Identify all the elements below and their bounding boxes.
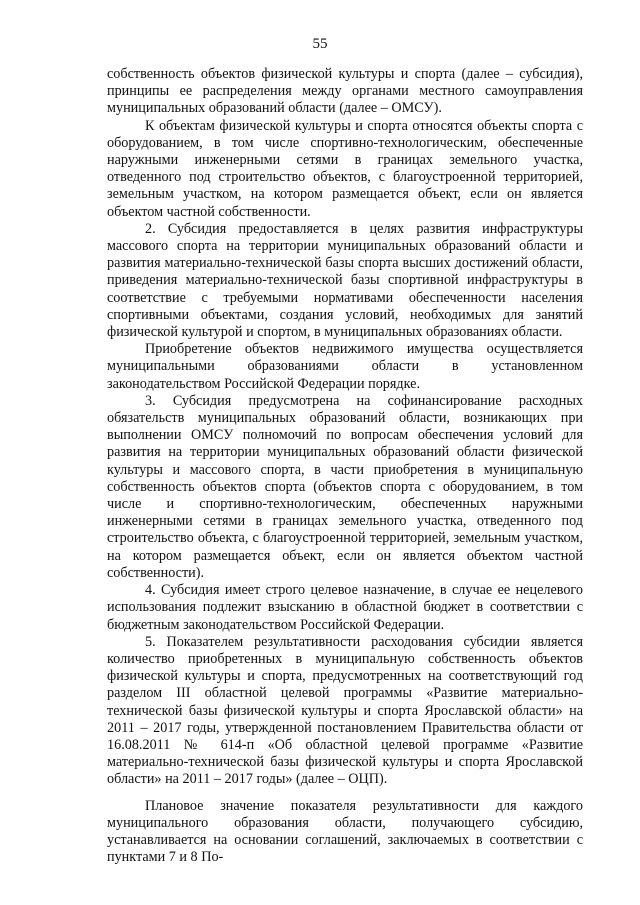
paragraph-clause-5: 5. Показателем результативности расходования субсидии является количество приобретенных в муниципальную собственность объектов физической культуры и спорта, предусмотренных на соответствующий год разделом III областной целевой программы «Развитие материально-технической базы физической культуры и спорта Ярославской области» на 2011 – 2017 годы, утвержденной постановлением Правительства области от 16.08.2011 № 614-п «Об областной целевой программе «Развитие материально-технической базы физической культуры и спорта Ярославской области» на 2011 – 2017 годы» (далее – ОЦП). [107,633,583,788]
paragraph-property-acquisition: Приобретение объектов недвижимого имущества осуществляется муниципальными образованиями области в установленном законодательством Российской Федерации порядке. [107,341,583,392]
paragraph-clause-2: 2. Субсидия предоставляется в целях развития инфраструктуры массового спорта на территории муниципальных образований области и развития материально-технической базы спорта высших достижений области, приведения материально-технической базы спортивной инфраструктуры в соответствие с требуемыми нормативами обеспеченности населения спортивными объектами, создания условий, необходимых для занятий физической культурой и спортом, в муниципальных образованиях области. [107,220,583,341]
paragraph-continuation: собственность объектов физической культуры и спорта (далее – субсидия), принципы ее распределения между органами местного самоуправления муниципальных образований области (далее – ОМСУ). [107,66,583,117]
paragraph-sport-objects-definition: К объектам физической культуры и спорта относятся объекты спорта с оборудованием, в том числе спортивно-технологическим, обеспеченные наружными инженерными сетями в границах земельного участка, отведенного под строительство объектов, с благоустроенной территорией, земельным участком, на котором размещается объект, если он является объектом частной собственности. [107,117,583,220]
page-number: 55 [312,36,328,52]
paragraph-clause-3: 3. Субсидия предусмотрена на софинансирование расходных обязательств муниципальных образований области, возникающих при выполнении ОМСУ полномочий по вопросам обеспечения условий для развития на территории муниципальных образований области физической культуры и массового спорта, в части приобретения в муниципальную собственность объектов спорта (объектов спорта с оборудованием, в том числе и спортивно-технологическим, обеспеченных наружными инженерными сетями в границах земельного участка, отведенного под строительство объекта, с благоустроенной территорией, земельным участком, на котором размещается объект, если он является объектом частной собственности). [107,392,583,581]
paragraph-clause-4: 4. Субсидия имеет строго целевое назначение, в случае ее нецелевого использования подлежит взысканию в областной бюджет в соответствии с бюджетным законодательством Российской Федерации. [107,582,583,633]
body-text [107,66,583,866]
paragraph-planned-value: Плановое значение показателя результативности для каждого муниципального образования области, получающего субсидию, устанавливается на основании соглашений, заключаемых в соответствии с пунктами 7 и 8 По- [107,797,583,866]
